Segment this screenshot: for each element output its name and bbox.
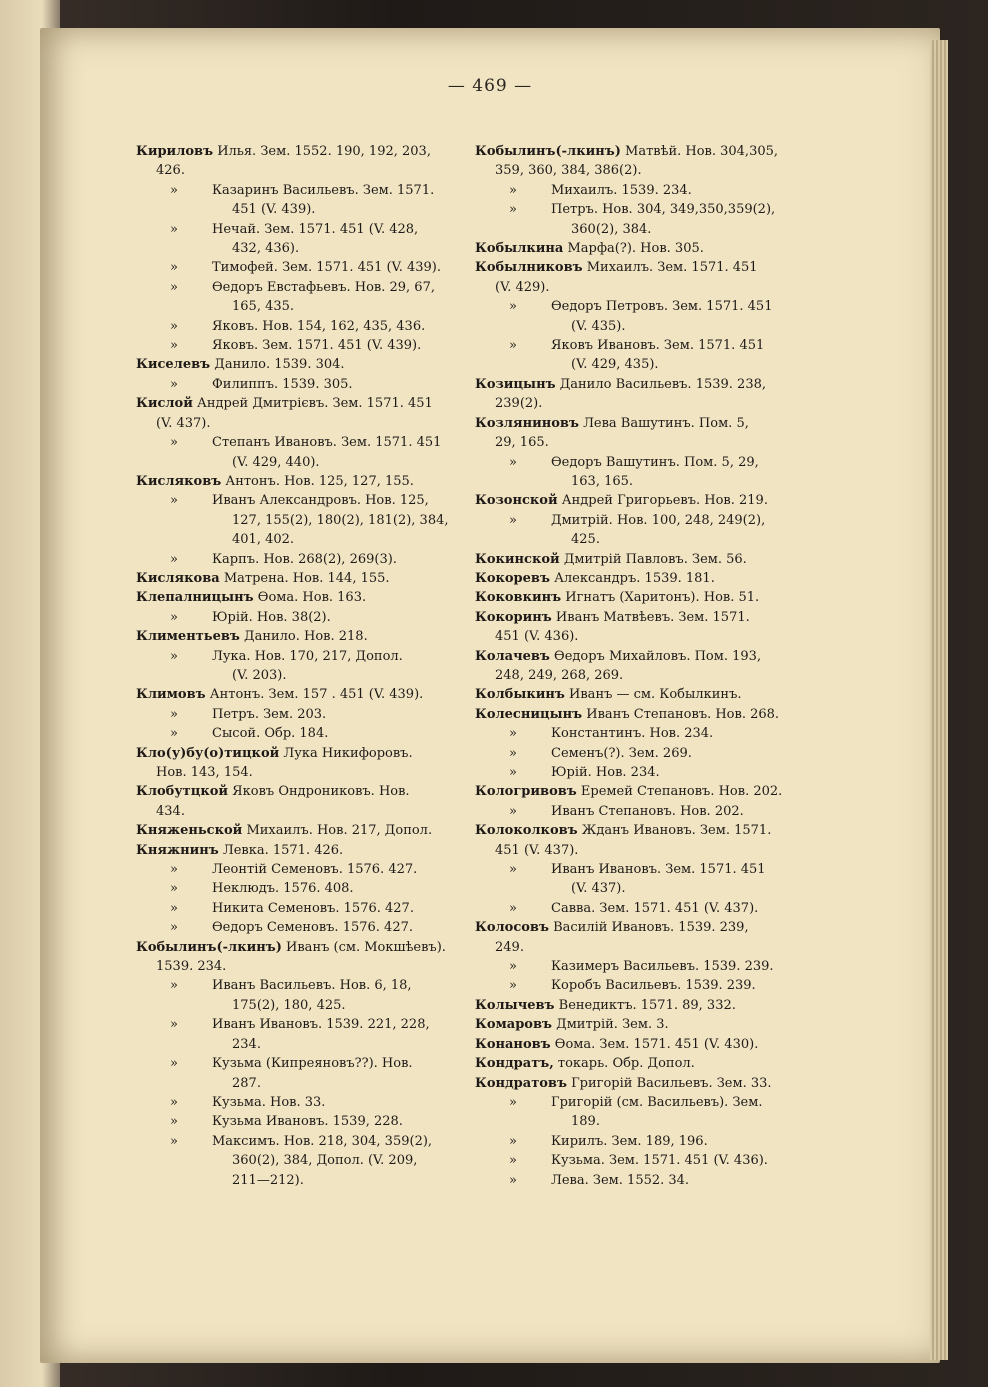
entry-text: Семенъ(?). Зем. 269. <box>551 745 692 761</box>
entry-text: Михаилъ. 1539. 234. <box>551 182 692 198</box>
index-subentry <box>136 1015 466 1054</box>
index-subentry <box>136 181 466 220</box>
index-subentry <box>475 1132 805 1151</box>
ditto-mark: » <box>509 862 517 878</box>
entry-text: Яковъ Ондрониковъ. Нов. <box>232 784 410 800</box>
entry-surname: Кондратъ, <box>475 1056 554 1072</box>
entry-text: Василій Ивановъ. 1539. 239, <box>553 920 749 936</box>
entry-text: (V. 437). <box>156 415 211 431</box>
ditto-mark: » <box>170 726 178 742</box>
entry-text: Кузьма. Зем. 1571. 451 (V. 436). <box>551 1153 768 1169</box>
index-entry <box>475 821 805 860</box>
ditto-mark: » <box>170 1056 178 1072</box>
index-subentry <box>475 1151 805 1170</box>
index-subentry <box>475 957 805 976</box>
index-subentry <box>136 336 466 355</box>
index-entry <box>475 918 805 957</box>
entry-text: Яковъ Ивановъ. Зем. 1571. 451 <box>551 338 765 354</box>
index-entry <box>475 1074 805 1093</box>
entry-text: Филиппъ. 1539. 305. <box>212 376 353 392</box>
entry-surname: Кокоринъ <box>475 609 552 625</box>
index-subentry <box>136 1093 466 1112</box>
ditto-mark: » <box>170 435 178 451</box>
index-subentry <box>136 375 466 394</box>
ditto-mark: » <box>509 512 517 528</box>
entry-text: Тимофей. Зем. 1571. 451 (V. 439). <box>212 260 442 276</box>
index-subentry <box>136 899 466 918</box>
index-entry <box>136 782 466 821</box>
index-subentry <box>136 879 466 898</box>
entry-text: Левка. 1571. 426. <box>222 842 344 858</box>
entry-text: 189. <box>571 1114 600 1130</box>
index-entry <box>475 569 805 588</box>
entry-text: Яковъ. Нов. 154, 162, 435, 436. <box>212 318 426 334</box>
entry-text: 249. <box>495 939 524 955</box>
ditto-mark: » <box>170 318 178 334</box>
entry-text: Коробъ Васильевъ. 1539. 239. <box>551 978 756 994</box>
ditto-mark: » <box>509 1133 517 1149</box>
index-entry <box>136 821 466 840</box>
index-entry <box>475 782 805 801</box>
entry-text: Антонъ. Зем. 157 . 451 (V. 439). <box>209 687 424 703</box>
entry-surname: Кобылинъ(-лкинъ) <box>136 939 282 955</box>
entry-text: Өедоръ Михайловъ. Пом. 193, <box>554 648 762 664</box>
index-subentry <box>136 860 466 879</box>
entry-text: Лева. Зем. 1552. 34. <box>551 1172 690 1188</box>
entry-text: Өедоръ Вашутинъ. Пом. 5, 29, <box>551 454 759 470</box>
ditto-mark: » <box>170 493 178 509</box>
entry-text: 360(2), 384, Допол. (V. 209, <box>232 1153 418 1169</box>
index-entry <box>136 744 466 783</box>
entry-surname: Княжнинъ <box>136 842 219 858</box>
entry-text: 248, 249, 268, 269. <box>495 667 624 683</box>
entry-text: 359, 360, 384, 386(2). <box>495 163 642 179</box>
ditto-mark: » <box>170 978 178 994</box>
ditto-mark: » <box>170 920 178 936</box>
index-entry <box>475 705 805 724</box>
entry-text: 434. <box>156 803 185 819</box>
index-subentry <box>136 433 466 472</box>
entry-text: Андрей Дмитрієвъ. Зем. 1571. 451 <box>197 396 433 412</box>
index-subentry <box>475 181 805 200</box>
entry-text: Еремей Степановъ. Нов. 202. <box>580 784 783 800</box>
entry-surname: Колбыкинъ <box>475 687 565 703</box>
entry-text: 451 (V. 439). <box>232 202 316 218</box>
entry-surname: Кокинской <box>475 551 560 567</box>
index-entry <box>475 550 805 569</box>
entry-text: Антонъ. Нов. 125, 127, 155. <box>225 473 414 489</box>
entry-surname: Кобылниковъ <box>475 260 583 276</box>
ditto-mark: » <box>170 279 178 295</box>
entry-text: (V. 437). <box>571 881 626 897</box>
entry-text: (V. 435). <box>571 318 626 334</box>
index-entry <box>475 239 805 258</box>
ditto-mark: » <box>170 182 178 198</box>
ditto-mark: » <box>509 1094 517 1110</box>
index-subentry <box>475 1171 805 1190</box>
ditto-mark: » <box>170 1114 178 1130</box>
entry-text: Нечай. Зем. 1571. 451 (V. 428, <box>212 221 419 237</box>
entry-text: (V. 203). <box>232 667 287 683</box>
entry-text: Михаилъ. Нов. 217, Допол. <box>246 823 433 839</box>
entry-text: Иванъ Ивановъ. 1539. 221, 228, <box>212 1017 430 1033</box>
entry-text: Савва. Зем. 1571. 451 (V. 437). <box>551 900 759 916</box>
ditto-mark: » <box>509 726 517 742</box>
ditto-mark: » <box>170 338 178 354</box>
ditto-mark: » <box>509 765 517 780</box>
ditto-mark: » <box>170 900 178 916</box>
ditto-mark: » <box>509 454 517 470</box>
ditto-mark: » <box>170 1133 178 1149</box>
ditto-mark: » <box>170 1017 178 1033</box>
entry-text: Андрей Григорьевъ. Нов. 219. <box>561 493 768 509</box>
entry-text: Кузьма. Нов. 33. <box>212 1094 326 1110</box>
entry-text: Лука Никифоровъ. <box>283 745 413 761</box>
entry-text: Өедоръ Евстафьевъ. Нов. 29, 67, <box>212 279 435 295</box>
page-stack-edge <box>930 40 948 1360</box>
entry-surname: Кислой <box>136 396 193 412</box>
index-entry <box>136 394 466 433</box>
entry-surname: Кобылинъ(-лкинъ) <box>475 144 621 159</box>
ditto-mark: » <box>509 803 517 819</box>
ditto-mark: » <box>170 260 178 276</box>
entry-text: Илья. Зем. 1552. 190, 192, 203, <box>217 144 431 159</box>
entry-surname: Княженьской <box>136 823 243 839</box>
index-subentry <box>475 802 805 821</box>
entry-text: 360(2), 384. <box>571 221 652 237</box>
entry-text: Кирилъ. Зем. 189, 196. <box>551 1133 708 1149</box>
entry-surname: Колесницынъ <box>475 706 583 722</box>
entry-surname: Конановъ <box>475 1036 551 1052</box>
entry-text: Петръ. Нов. 304, 349,350,359(2), <box>551 202 776 218</box>
entry-surname: Кисляковъ <box>136 473 222 489</box>
entry-surname: Кобылкина <box>475 241 564 257</box>
entry-text: токарь. Обр. Допол. <box>557 1056 695 1072</box>
entry-text: Иванъ Степановъ. Нов. 202. <box>551 803 744 819</box>
entry-text: 234. <box>232 1036 261 1052</box>
entry-surname: Климовъ <box>136 687 206 703</box>
index-entry <box>136 472 466 491</box>
entry-text: 165, 435. <box>232 299 295 315</box>
entry-surname: Кондратовъ <box>475 1075 567 1091</box>
index-subentry <box>475 724 805 743</box>
ditto-mark: » <box>170 609 178 625</box>
entry-text: Никита Семеновъ. 1576. 427. <box>212 900 414 916</box>
entry-text: Матвѣй. Нов. 304,305, <box>625 144 779 159</box>
entry-text: Григорій Васильевъ. Зем. 33. <box>571 1075 772 1091</box>
index-entry <box>136 627 466 646</box>
entry-text: 451 (V. 437). <box>495 842 579 858</box>
entry-surname: Кириловъ <box>136 144 214 159</box>
entry-text: Дмитрій. Зем. 3. <box>556 1017 669 1033</box>
ditto-mark: » <box>170 648 178 664</box>
index-entry <box>475 588 805 607</box>
entry-text: 451 (V. 436). <box>495 629 579 645</box>
index-subentry <box>136 1054 466 1093</box>
entry-surname: Киселевъ <box>136 357 211 373</box>
entry-text: Иванъ Васильевъ. Нов. 6, 18, <box>212 978 412 994</box>
entry-text: Яковъ. Зем. 1571. 451 (V. 439). <box>212 338 422 354</box>
index-subentry <box>475 899 805 918</box>
index-entry <box>475 1035 805 1054</box>
index-subentry <box>136 647 466 686</box>
entry-text: Игнатъ (Харитонъ). Нов. 51. <box>565 590 760 606</box>
entry-text: Иванъ Александровъ. Нов. 125, <box>212 493 429 509</box>
entry-text: Михаилъ. Зем. 1571. 451 <box>586 260 758 276</box>
entry-text: Карпъ. Нов. 268(2), 269(3). <box>212 551 397 567</box>
entry-text: Иванъ — см. Кобылкинъ. <box>569 687 742 703</box>
index-subentry <box>475 860 805 899</box>
entry-surname: Козицынъ <box>475 376 556 392</box>
index-entry <box>136 685 466 704</box>
ditto-mark: » <box>509 1153 517 1169</box>
index-subentry <box>136 705 466 724</box>
entry-text: (V. 429, 435). <box>571 357 659 373</box>
ditto-mark: » <box>170 551 178 567</box>
ditto-mark: » <box>170 376 178 392</box>
ditto-mark: » <box>509 1172 517 1188</box>
entry-text: Сысой. Обр. 184. <box>212 726 329 742</box>
entry-text: Неклюдъ. 1576. 408. <box>212 881 354 897</box>
ditto-mark: » <box>170 1094 178 1110</box>
index-entry <box>475 608 805 647</box>
index-subentry <box>136 724 466 743</box>
index-entry <box>475 375 805 414</box>
entry-text: Дмитрій Павловъ. Зем. 56. <box>563 551 747 567</box>
entry-text: 432, 436). <box>232 241 300 257</box>
ditto-mark: » <box>509 745 517 761</box>
index-entry <box>136 355 466 374</box>
entry-text: Нов. 143, 154. <box>156 765 253 780</box>
ditto-mark: » <box>170 881 178 897</box>
entry-surname: Клепалницынъ <box>136 590 254 606</box>
entry-text: Юрій. Нов. 38(2). <box>212 609 331 625</box>
entry-text: Лева Вашутинъ. Пом. 5, <box>583 415 749 431</box>
entry-text: Иванъ Ивановъ. Зем. 1571. 451 <box>551 862 766 878</box>
index-entry <box>136 569 466 588</box>
entry-text: Матрена. Нов. 144, 155. <box>223 570 390 586</box>
entry-surname: Кислякова <box>136 570 220 586</box>
entry-text: Данило. Нов. 218. <box>244 629 368 645</box>
entry-text: 1539. 234. <box>156 959 227 975</box>
entry-text: Юрій. Нов. 234. <box>551 765 660 780</box>
index-subentry <box>136 258 466 277</box>
index-entry <box>475 491 805 510</box>
index-entry <box>475 414 805 453</box>
entry-text: 211—212). <box>232 1172 304 1188</box>
index-subentry <box>475 297 805 336</box>
entry-surname: Кокоревъ <box>475 570 550 586</box>
entry-surname: Козонской <box>475 493 558 509</box>
entry-surname: Колычевъ <box>475 997 555 1013</box>
index-subentry <box>475 200 805 239</box>
entry-text: Кузьма Ивановъ. 1539, 228. <box>212 1114 403 1130</box>
entry-surname: Колоколковъ <box>475 823 578 839</box>
entry-text: Александръ. 1539. 181. <box>554 570 715 586</box>
entry-surname: Козляниновъ <box>475 415 579 431</box>
entry-text: 426. <box>156 163 185 179</box>
index-subentry <box>136 491 466 549</box>
entry-text: Максимъ. Нов. 218, 304, 359(2), <box>212 1133 433 1149</box>
index-entry <box>136 938 466 977</box>
index-entry <box>475 1054 805 1073</box>
ditto-mark: » <box>509 338 517 354</box>
entry-text: Венедиктъ. 1571. 89, 332. <box>558 997 736 1013</box>
ditto-mark: » <box>509 182 517 198</box>
entry-surname: Кло(у)бу(о)тицкой <box>136 745 280 761</box>
index-subentry <box>475 511 805 550</box>
right-column <box>475 142 805 1190</box>
entry-text: Иванъ (см. Мокшѣевъ). <box>286 939 446 955</box>
page-number: — 469 — <box>447 76 533 96</box>
entry-text: 127, 155(2), 180(2), 181(2), 384, <box>232 512 449 528</box>
entry-surname: Клобутцкой <box>136 784 229 800</box>
index-subentry <box>475 763 805 782</box>
entry-text: 175(2), 180, 425. <box>232 997 346 1013</box>
index-entry <box>475 996 805 1015</box>
entry-surname: Колосовъ <box>475 920 549 936</box>
entry-text: 425. <box>571 532 600 548</box>
ditto-mark: » <box>170 221 178 237</box>
index-entry <box>136 142 466 181</box>
index-subentry <box>136 278 466 317</box>
entry-text: Өедоръ Петровъ. Зем. 1571. 451 <box>551 299 773 315</box>
index-subentry <box>136 1132 466 1190</box>
index-subentry <box>475 336 805 375</box>
entry-text: Петръ. Зем. 203. <box>212 706 327 722</box>
entry-text: 239(2). <box>495 396 543 412</box>
left-column <box>136 142 466 1190</box>
entry-text: Данило Васильевъ. 1539. 238, <box>559 376 766 392</box>
index-entry <box>136 841 466 860</box>
entry-surname: Кологривовъ <box>475 784 577 800</box>
entry-text: (V. 429, 440). <box>232 454 320 470</box>
index-entry <box>136 588 466 607</box>
index-subentry <box>136 918 466 937</box>
entry-surname: Колачевъ <box>475 648 550 664</box>
ditto-mark: » <box>509 900 517 916</box>
entry-text: Григорій (см. Васильевъ). Зем. <box>551 1094 763 1110</box>
index-subentry <box>136 550 466 569</box>
index-subentry <box>136 317 466 336</box>
entry-surname: Коковкинъ <box>475 590 562 606</box>
index-subentry <box>475 1093 805 1132</box>
index-entry <box>475 685 805 704</box>
ditto-mark: » <box>509 202 517 218</box>
ditto-mark: » <box>170 706 178 722</box>
entry-text: Кузьма (Кипреяновъ??). Нов. <box>212 1056 413 1072</box>
index-subentry <box>475 453 805 492</box>
entry-text: Марфа(?). Нов. 305. <box>567 241 704 257</box>
entry-text: (V. 429). <box>495 279 550 295</box>
index-entry <box>475 647 805 686</box>
entry-text: 163, 165. <box>571 473 634 489</box>
entry-text: Леонтій Семеновъ. 1576. 427. <box>212 862 418 878</box>
entry-text: Казаринъ Васильевъ. Зем. 1571. <box>212 182 435 198</box>
entry-surname: Климентьевъ <box>136 629 240 645</box>
entry-text: Данило. 1539. 304. <box>214 357 345 373</box>
entry-surname: Комаровъ <box>475 1017 552 1033</box>
ditto-mark: » <box>170 862 178 878</box>
index-subentry <box>136 608 466 627</box>
entry-text: Степанъ Ивановъ. Зем. 1571. 451 <box>212 435 442 451</box>
entry-text: Жданъ Ивановъ. Зем. 1571. <box>581 823 772 839</box>
entry-text: Лука. Нов. 170, 217, Допол. <box>212 648 403 664</box>
entry-text: 29, 165. <box>495 435 549 451</box>
index-subentry <box>136 1112 466 1131</box>
entry-text: 287. <box>232 1075 261 1091</box>
index-entry <box>475 142 805 181</box>
entry-text: Өома. Нов. 163. <box>257 590 367 606</box>
ditto-mark: » <box>509 299 517 315</box>
entry-text: 401, 402. <box>232 532 295 548</box>
entry-text: Константинъ. Нов. 234. <box>551 726 714 742</box>
ditto-mark: » <box>509 959 517 975</box>
ditto-mark: » <box>509 978 517 994</box>
index-subentry <box>475 976 805 995</box>
index-subentry <box>136 976 466 1015</box>
entry-text: Казимеръ Васильевъ. 1539. 239. <box>551 959 774 975</box>
index-subentry <box>475 744 805 763</box>
entry-text: Иванъ Матвѣевъ. Зем. 1571. <box>555 609 750 625</box>
entry-text: Өедоръ Семеновъ. 1576. 427. <box>212 920 413 936</box>
index-subentry <box>136 220 466 259</box>
entry-text: Дмитрій. Нов. 100, 248, 249(2), <box>551 512 766 528</box>
entry-text: Иванъ Степановъ. Нов. 268. <box>586 706 780 722</box>
index-entry <box>475 258 805 297</box>
entry-text: Өома. Зем. 1571. 451 (V. 430). <box>554 1036 759 1052</box>
index-entry <box>475 1015 805 1034</box>
